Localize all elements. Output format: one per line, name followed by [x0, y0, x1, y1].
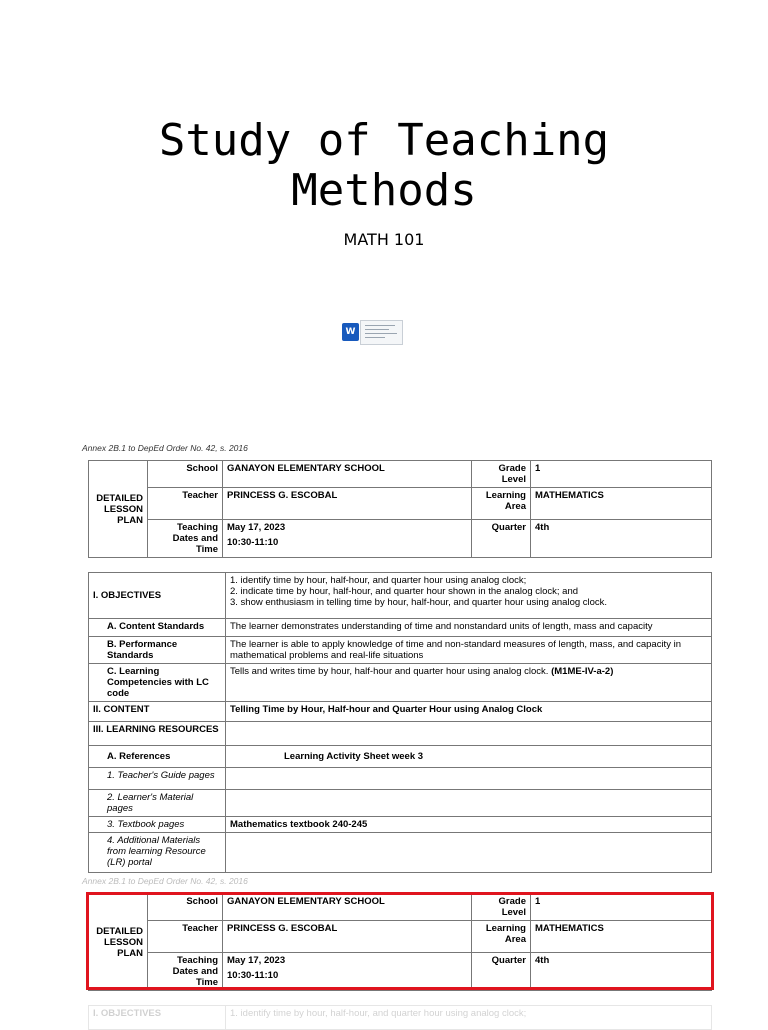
- time-value: 10:30-11:10: [227, 537, 279, 548]
- dates-label: Teaching Dates and Time: [148, 953, 223, 991]
- content-standards-value: The learner demonstrates understanding of time and nonstandard units of length, mass and capacity: [226, 619, 712, 637]
- objective-1: 1. identify time by hour, half-hour, and quarter hour using analog clock;: [226, 1006, 712, 1030]
- lesson-plan-header-table: [88, 460, 712, 558]
- document-preview: [360, 320, 403, 345]
- school-value: GANAYON ELEMENTARY SCHOOL: [223, 894, 472, 921]
- performance-standards-value: The learner is able to apply knowledge of time and non-standard measures of length, mass, and capacity in mathematical problems and real-life situations: [226, 637, 712, 664]
- learners-material-label: 2. Learner's Material pages: [89, 790, 226, 817]
- grade-value: 1: [531, 461, 712, 488]
- resources-label: III. LEARNING RESOURCES: [89, 722, 226, 746]
- grade-label: Grade Level: [472, 894, 531, 921]
- teacher-label: Teacher: [148, 488, 223, 520]
- teacher-value: PRINCESS G. ESCOBAL: [223, 921, 472, 953]
- word-document-icon: W: [342, 323, 359, 341]
- performance-standards-label: B. Performance Standards: [89, 637, 226, 664]
- school-value: GANAYON ELEMENTARY SCHOOL: [223, 461, 472, 488]
- competency-code: (M1ME-IV-a-2): [551, 666, 614, 677]
- objective-2: 2. indicate time by hour, half-hour, and quarter hour shown in the analog clock; and: [230, 586, 579, 597]
- area-label: Learning Area: [472, 488, 531, 520]
- quarter-label: Quarter: [472, 953, 531, 991]
- content-value: Telling Time by Hour, Half-hour and Quarter Hour using Analog Clock: [226, 702, 712, 722]
- quarter-value: 4th: [531, 953, 712, 991]
- school-label: School: [148, 461, 223, 488]
- content-standards-label: A. Content Standards: [89, 619, 226, 637]
- area-value: MATHEMATICS: [531, 921, 712, 953]
- objective-1: 1. identify time by hour, half-hour, and quarter hour using analog clock;: [230, 575, 527, 586]
- lesson-plan-body-table: [88, 572, 712, 873]
- objective-3: 3. show enthusiasm in telling time by hour, half-hour, and quarter hour using analog clock.: [230, 597, 608, 608]
- annex-label: Annex 2B.1 to DepEd Order No. 42, s. 2016: [82, 443, 248, 453]
- teacher-value: PRINCESS G. ESCOBAL: [223, 488, 472, 520]
- dates-label: Teaching Dates and Time: [148, 520, 223, 558]
- competencies-label: C. Learning Competencies with LC code: [89, 664, 226, 702]
- teacher-label: Teacher: [148, 921, 223, 953]
- time-value: 10:30-11:10: [227, 970, 279, 981]
- dates-value: May 17, 2023: [227, 955, 286, 966]
- dlp-label: DETAILED LESSON PLAN: [89, 461, 148, 558]
- document-title: [0, 116, 768, 216]
- quarter-label: Quarter: [472, 520, 531, 558]
- additional-materials-label: 4. Additional Materials from learning Resource (LR) portal: [89, 833, 226, 873]
- dates-value: May 17, 2023: [227, 522, 286, 533]
- course-code: MATH 101: [343, 230, 425, 249]
- quarter-value: 4th: [531, 520, 712, 558]
- highlight-box: [86, 892, 714, 990]
- grade-label: Grade Level: [472, 461, 531, 488]
- references-value: Learning Activity Sheet week 3: [226, 746, 712, 768]
- area-value: MATHEMATICS: [531, 488, 712, 520]
- objectives-label: I. OBJECTIVES: [89, 1006, 226, 1030]
- word-document-thumbnail[interactable]: [342, 320, 402, 344]
- content-label: II. CONTENT: [89, 702, 226, 722]
- annex-label-page-2: Annex 2B.1 to DepEd Order No. 42, s. 2016: [82, 876, 248, 886]
- teachers-guide-label: 1. Teacher's Guide pages: [89, 768, 226, 790]
- grade-value: 1: [531, 894, 712, 921]
- textbook-label: 3. Textbook pages: [89, 817, 226, 833]
- competencies-value: Tells and writes time by hour, half-hour and quarter hour using analog clock.: [230, 666, 549, 677]
- objectives-label: I. OBJECTIVES: [89, 573, 226, 619]
- references-label: A. References: [89, 746, 226, 768]
- school-label: School: [148, 894, 223, 921]
- title-line-1: Study of Teaching: [158, 115, 610, 166]
- area-label: Learning Area: [472, 921, 531, 953]
- dlp-label: DETAILED LESSON PLAN: [89, 894, 148, 991]
- lesson-plan-body-table-page-2: [88, 1005, 712, 1030]
- title-line-2: Methods: [291, 165, 477, 216]
- textbook-value: Mathematics textbook 240-245: [226, 817, 712, 833]
